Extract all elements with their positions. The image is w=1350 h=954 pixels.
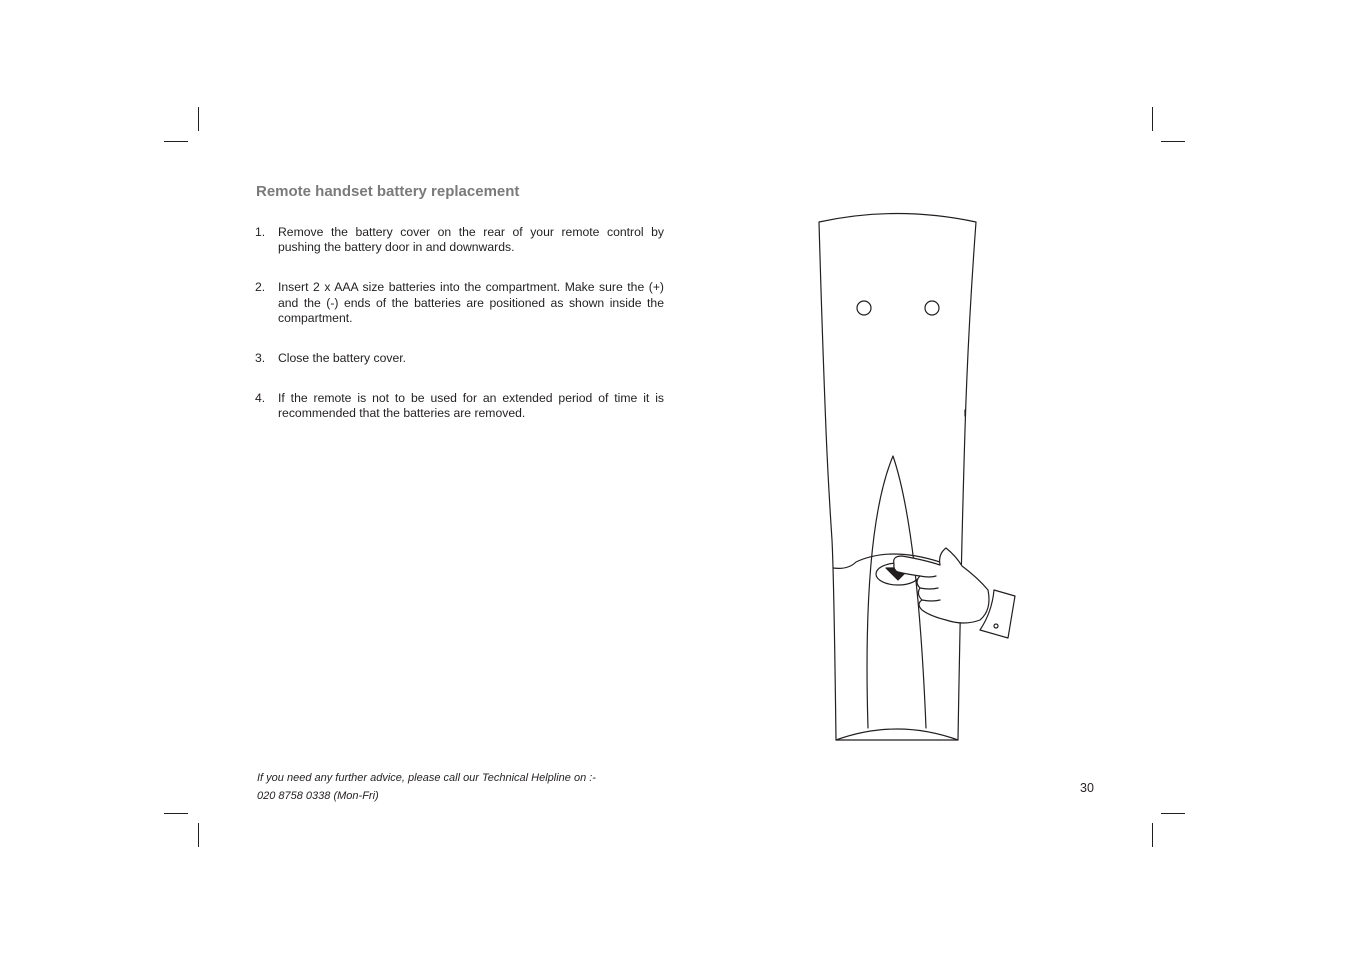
step-text: Remove the battery cover on the rear of your remote control by pushing the battery door in and downwards. bbox=[278, 225, 664, 255]
crop-mark-top-right-vertical bbox=[1152, 107, 1153, 131]
helpline-note bbox=[257, 769, 596, 805]
instruction-list bbox=[255, 225, 664, 446]
crop-mark-top-left-vertical bbox=[198, 107, 199, 131]
battery-cover-outline bbox=[867, 456, 926, 728]
page-number: 30 bbox=[1080, 781, 1094, 795]
step-text: Close the battery cover. bbox=[278, 350, 407, 365]
step-number: 2. bbox=[255, 280, 266, 295]
helpline-phone: 020 8758 0338 (Mon-Fri) bbox=[257, 790, 379, 802]
crop-mark-top-right-horizontal bbox=[1161, 141, 1185, 142]
remote-battery-cover-push-icon bbox=[800, 200, 1040, 765]
crop-mark-bottom-right-horizontal bbox=[1161, 813, 1185, 814]
step-text: Insert 2 x AAA size batteries into the compartment. Make sure the (+) and the (-) ends of the batteries are positioned as shown inside the compartment. bbox=[278, 280, 664, 326]
remote-hole-right bbox=[925, 301, 939, 315]
remote-bottom-curve bbox=[836, 729, 958, 740]
hand-outline bbox=[894, 548, 989, 623]
remote-body-outline bbox=[819, 214, 976, 741]
crop-mark-top-left-horizontal bbox=[164, 141, 188, 142]
crop-mark-bottom-left-horizontal bbox=[164, 813, 188, 814]
step-number: 3. bbox=[255, 350, 266, 365]
instruction-step bbox=[255, 280, 664, 326]
step-number: 4. bbox=[255, 390, 266, 405]
instruction-step bbox=[255, 225, 664, 256]
instruction-step bbox=[255, 351, 664, 366]
remote-hole-left bbox=[857, 301, 871, 315]
instruction-step bbox=[255, 391, 664, 422]
section-title: Remote handset battery replacement bbox=[256, 183, 520, 200]
step-number: 1. bbox=[255, 225, 266, 239]
crop-mark-bottom-right-vertical bbox=[1152, 823, 1153, 847]
step-text: If the remote is not to be used for an extended period of time it is recommended that the batteries are removed. bbox=[278, 390, 664, 421]
helpline-text: If you need any further advice, please call our Technical Helpline on :- bbox=[257, 772, 596, 784]
crop-mark-bottom-left-vertical bbox=[198, 823, 199, 847]
